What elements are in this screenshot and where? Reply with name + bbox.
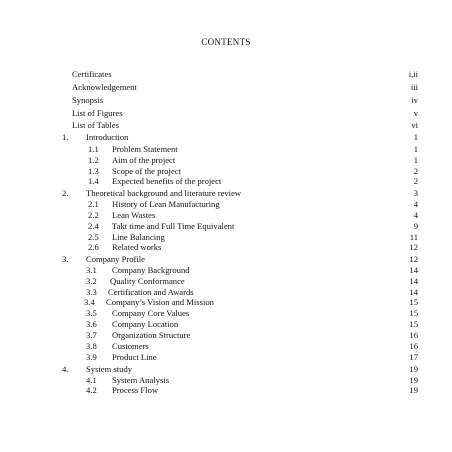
entry-number: 2.5 (88, 232, 99, 242)
entry-page: 3 (413, 188, 418, 198)
entry-label: Lean Wastes (112, 210, 156, 220)
toc-section-2-1[interactable] (0, 200, 452, 211)
toc-entry-list-of-tables[interactable] (0, 121, 452, 132)
entry-page: 2 (413, 176, 418, 186)
toc-section-2-4[interactable] (0, 222, 452, 233)
entry-page: 16 (409, 341, 418, 351)
toc-section-1-1[interactable] (0, 145, 452, 156)
entry-page: 19 (409, 385, 418, 395)
entry-number: 1.1 (88, 144, 99, 154)
entry-page: 19 (409, 375, 418, 385)
entry-label: List of Tables (72, 120, 119, 130)
entry-number: 2.4 (88, 221, 99, 231)
entry-number: 2. (62, 188, 69, 198)
entry-number: 1.4 (88, 176, 99, 186)
entry-page: 17 (409, 352, 418, 362)
toc-entry-synopsis[interactable] (0, 96, 452, 107)
toc-chapter-3[interactable] (0, 255, 452, 266)
entry-page: 1 (413, 144, 418, 154)
entry-page: 16 (409, 330, 418, 340)
entry-number: 3.6 (86, 319, 97, 329)
entry-page: 14 (409, 265, 418, 275)
toc-section-3-5[interactable] (0, 309, 452, 320)
entry-page: v (413, 108, 418, 118)
entry-label: Company Core Values (112, 308, 190, 318)
entry-label: History of Lean Manufacturing (112, 199, 220, 209)
toc-chapter-2[interactable] (0, 189, 452, 200)
entry-number: 1. (62, 132, 69, 142)
entry-number: 3.7 (86, 330, 97, 340)
entry-number: 3.1 (86, 265, 97, 275)
entry-label: Acknowledgement (72, 82, 137, 92)
entry-page: i,ii (408, 69, 418, 79)
toc-chapter-1[interactable] (0, 133, 452, 144)
entry-label: Line Balancing (112, 232, 165, 242)
entry-number: 3.8 (86, 341, 97, 351)
entry-number: 1.3 (88, 166, 99, 176)
entry-label: Takt time and Full Time Equivalent (112, 221, 235, 231)
entry-label: Company Profile (86, 254, 145, 264)
toc-section-3-1[interactable] (0, 266, 452, 277)
toc-section-3-8[interactable] (0, 342, 452, 353)
entry-label: Theoretical background and literature review (86, 188, 242, 198)
entry-page: 4 (413, 199, 418, 209)
toc-entry-list-of-figures[interactable] (0, 109, 452, 120)
entry-page: iv (411, 95, 418, 105)
entry-label: List of Figures (72, 108, 123, 118)
entry-page: 12 (409, 254, 418, 264)
entry-page: 11 (409, 232, 418, 242)
entry-label: Related works (112, 242, 162, 252)
toc-section-3-6[interactable] (0, 320, 452, 331)
entry-page: 12 (409, 242, 418, 252)
entry-label: Certificates (72, 69, 112, 79)
toc-section-3-2[interactable] (0, 277, 452, 288)
entry-page: 2 (413, 166, 418, 176)
entry-number: 2.2 (88, 210, 99, 220)
entry-label: Company Background (112, 265, 190, 275)
entry-number: 3.3 (86, 287, 97, 297)
entry-number: 3. (62, 254, 69, 264)
toc-section-3-9[interactable] (0, 353, 452, 364)
entry-page: 9 (413, 221, 418, 231)
entry-number: 2.6 (88, 242, 99, 252)
entry-label: Certification and Awards (108, 287, 194, 297)
entry-label: Introduction (86, 132, 129, 142)
toc-entry-certificates[interactable] (0, 70, 452, 81)
entry-page: 1 (413, 155, 418, 165)
entry-label: Product Line (112, 352, 157, 362)
toc-chapter-4[interactable] (0, 365, 452, 376)
entry-number: 1.2 (88, 155, 99, 165)
entry-page: 19 (409, 364, 418, 374)
entry-label: Synopsis (72, 95, 104, 105)
entry-number: 3.4 (84, 297, 95, 307)
toc-section-2-6[interactable] (0, 243, 452, 254)
entry-number: 4.2 (86, 385, 97, 395)
toc-section-4-2[interactable] (0, 386, 452, 397)
entry-number: 3.2 (86, 276, 97, 286)
entry-number: 3.5 (86, 308, 97, 318)
entry-number: 4.1 (86, 375, 97, 385)
entry-label: Company Location (112, 319, 179, 329)
entry-label: Organization Structure (112, 330, 191, 340)
entry-label: Quality Conformance (110, 276, 185, 286)
entry-page: 14 (409, 276, 418, 286)
toc-section-3-4[interactable] (0, 298, 452, 309)
entry-page: 15 (409, 297, 418, 307)
entry-label: System Analysis (112, 375, 170, 385)
entry-page: 1 (413, 132, 418, 142)
entry-page: 15 (409, 308, 418, 318)
toc-section-1-2[interactable] (0, 156, 452, 167)
entry-number: 4. (62, 364, 69, 374)
entry-label: Company’s Vision and Mission (106, 297, 214, 307)
entry-number: 2.1 (88, 199, 99, 209)
entry-label: System study (86, 364, 133, 374)
entry-page: vi (411, 120, 418, 130)
toc-section-3-7[interactable] (0, 331, 452, 342)
entry-page: 14 (409, 287, 418, 297)
entry-label: Customers (112, 341, 149, 351)
toc-entry-acknowledgement[interactable] (0, 83, 452, 94)
entry-label: Process Flow (112, 385, 159, 395)
entry-page: 15 (409, 319, 418, 329)
entry-label: Aim of the project (112, 155, 176, 165)
entry-number: 3.9 (86, 352, 97, 362)
entry-label: Scope of the project (112, 166, 181, 176)
entry-page: 4 (413, 210, 418, 220)
page-title: CONTENTS (201, 37, 251, 47)
entry-label: Expected benefits of the project (112, 176, 222, 186)
toc-section-1-4[interactable] (0, 177, 452, 188)
entry-label: Problem Statement (112, 144, 178, 154)
entry-page: iii (410, 82, 418, 92)
